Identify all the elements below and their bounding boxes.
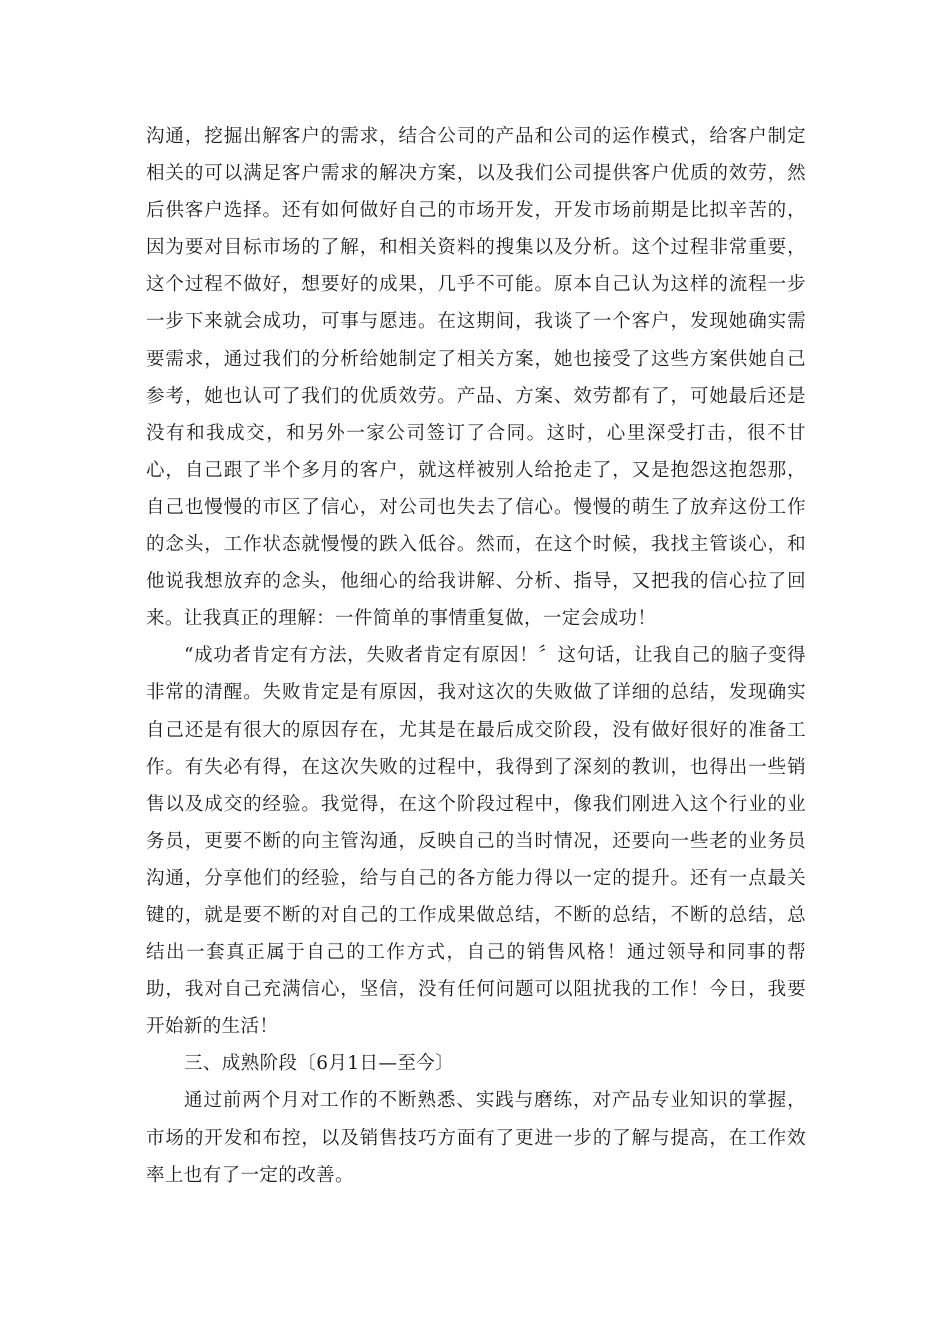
paragraph-customer-development: 沟通，挖掘出解客户的需求，结合公司的产品和公司的运作模式，给客户制定相关的可以满足客户需求的解决方案，以及我们公司提供客户优质的效劳，然后供客户选择。还有如何做好自己的市场开发，开发市场前期是比拟辛苦的，因为要对目标市场的了解，和相关资料的搜集以及分析。这个过程非常重要，这个过程不做好，想要好的成果，几乎不可能。原本自己认为这样的流程一步一步下来就会成功，可事与愿违。在这期间，我谈了一个客户，发现她确实需要需求，通过我们的分析给她制定了相关方案，她也接受了这些方案供她自己参考，她也认可了我们的优质效劳。产品、方案、效劳都有了，可她最后还是没有和我成交，和另外一家公司签订了合同。这时，心里深受打击，很不甘心，自己跟了半个多月的客户，就这样被别人给抢走了，又是抱怨这抱怨那，自己也慢慢的市区了信心，对公司也失去了信心。慢慢的萌生了放弃这份工作的念头，工作状态就慢慢的跌入低谷。然而，在这个时候，我找主管谈心，和他说我想放弃的念头，他细心的给我讲解、分析、指导，又把我的信心拉了回来。让我真正的理解：一件简单的事情重复做，一定会成功！ <box>146 126 806 630</box>
paragraph-failure-reflection: “成功者肯定有方法，失败者肯定有原因！〞这句话，让我自己的脑子变得非常的清醒。失败肯定是有原因，我对这次的失败做了详细的总结，发现确实自己还是有很大的原因存在，尤其是在最后成交阶段，没有做好很好的准备工作。有失必有得，在这次失败的过程中，我得到了深刻的教训，也得出一些销售以及成交的经验。我觉得，在这个阶段过程中，像我们刚进入这个行业的业务员，更要不断的向主管沟通，反映自己的当时情况，还要向一些老的业务员沟通，分享他们的经验，给与自己的各方能力得以一定的提升。还有一点最关键的，就是要不断的对自己的工作成果做总结，不断的总结，不断的总结，总结出一套真正属于自己的工作方式，自己的销售风格！通过领导和同事的帮助，我对自己充满信心，坚信，没有任何问题可以阻扰我的工作！今日，我要开始新的生活！ <box>146 645 806 1038</box>
section-heading-mature-stage: 三、成熟阶段〔6月1日—至今〕 <box>184 1053 455 1075</box>
document-body <box>146 118 806 1194</box>
paragraph-mature-stage: 通过前两个月对工作的不断熟悉、实践与磨练，对产品专业知识的掌握，市场的开发和布控，以及销售技巧方面有了更进一步的了解与提高，在工作效率上也有了一定的改善。 <box>146 1090 806 1186</box>
